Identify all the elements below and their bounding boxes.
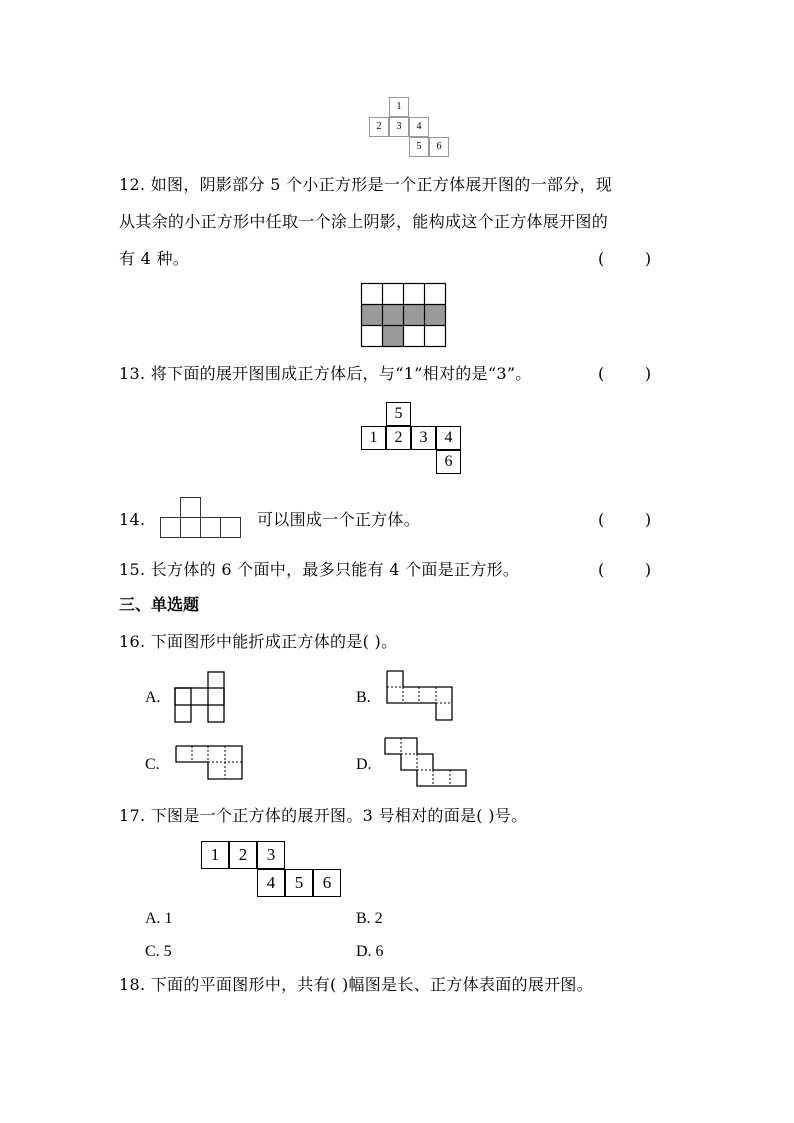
net-cell: 1 bbox=[389, 97, 409, 117]
q14-text: 可以围成一个正方体。 bbox=[257, 510, 421, 529]
q17-option-d[interactable]: D. 6 bbox=[356, 943, 384, 960]
net-cell: 2 bbox=[229, 841, 257, 869]
net-cell: 1 bbox=[201, 841, 229, 869]
q14-answer-paren[interactable]: ( ) bbox=[598, 510, 652, 529]
net-cell: 2 bbox=[386, 426, 411, 450]
net-cell: 3 bbox=[257, 841, 285, 869]
net-cell: 4 bbox=[257, 869, 285, 897]
q14-net-figure bbox=[160, 497, 242, 539]
net-cell: 5 bbox=[386, 402, 411, 426]
net-cell: 6 bbox=[429, 137, 449, 157]
q14-number: 14. bbox=[119, 510, 146, 529]
net-cell: 6 bbox=[436, 450, 461, 474]
q12-grid-figure bbox=[361, 283, 447, 348]
section-title: 三、单选题 bbox=[119, 595, 200, 614]
q16-option-c-label[interactable]: C. bbox=[145, 756, 160, 773]
net-cell: 6 bbox=[313, 869, 341, 897]
net-cell: 5 bbox=[285, 869, 313, 897]
q17-option-c[interactable]: C. 5 bbox=[145, 943, 172, 960]
net-cell: 3 bbox=[389, 117, 409, 137]
q16-option-a-label[interactable]: A. bbox=[145, 689, 161, 706]
q12-line-1: 12. 如图，阴影部分 5 个小正方形是一个正方体展开图的一部分，现 bbox=[119, 175, 613, 194]
q15-answer-paren[interactable]: ( ) bbox=[598, 560, 652, 579]
q16-option-a-figure[interactable] bbox=[174, 671, 226, 723]
q16-option-b-label[interactable]: B. bbox=[356, 689, 371, 706]
q16-option-d-label[interactable]: D. bbox=[356, 756, 372, 773]
q16-text: 16. 下面图形中能折成正方体的是( )。 bbox=[119, 632, 398, 651]
net-cell: 4 bbox=[436, 426, 461, 450]
q17-option-b[interactable]: B. 2 bbox=[356, 910, 383, 927]
q17-option-a[interactable]: A. 1 bbox=[145, 910, 173, 927]
q12-line-2: 从其余的小正方形中任取一个涂上阴影，能构成这个正方体展开图的 bbox=[119, 212, 609, 231]
net-cell: 2 bbox=[369, 117, 389, 137]
net-cell: 1 bbox=[361, 426, 386, 450]
q15-text: 15. 长方体的 6 个面中，最多只能有 4 个面是正方形。 bbox=[119, 560, 520, 579]
q13-answer-paren[interactable]: ( ) bbox=[598, 364, 652, 383]
q16-option-d-figure[interactable] bbox=[384, 737, 468, 789]
q18-text: 18. 下面的平面图形中，共有( )幅图是长、正方体表面的展开图。 bbox=[119, 975, 594, 994]
q13-text: 13. 将下面的展开图围成正方体后，与“1”相对的是“3”。 bbox=[119, 364, 532, 383]
q17-text: 17. 下图是一个正方体的展开图。3 号相对的面是( )号。 bbox=[119, 806, 528, 825]
q16-option-b-figure[interactable] bbox=[386, 670, 454, 722]
q16-option-c-figure[interactable] bbox=[175, 745, 245, 781]
q12-answer-paren[interactable]: ( ) bbox=[598, 249, 652, 268]
net-cell: 3 bbox=[411, 426, 436, 450]
net-cell: 4 bbox=[409, 117, 429, 137]
net-cell: 5 bbox=[409, 137, 429, 157]
q12-line-3: 有 4 种。 bbox=[119, 249, 190, 268]
